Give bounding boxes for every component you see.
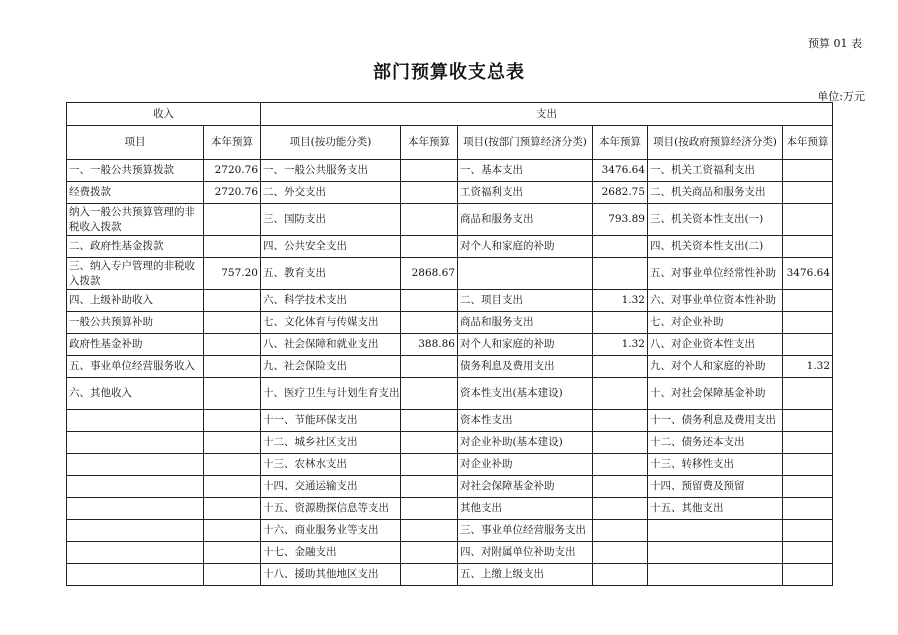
func-amount [401, 476, 458, 498]
gov-amount [783, 498, 833, 520]
gov-amount [783, 454, 833, 476]
gov-amount [783, 290, 833, 312]
table-row [67, 312, 833, 334]
func-amount: 2868.67 [401, 258, 458, 290]
income-amount: 2720.76 [204, 182, 261, 204]
income-amount [204, 378, 261, 410]
dept-item [458, 258, 593, 290]
income-amount [204, 564, 261, 586]
gov-amount [783, 204, 833, 236]
gov-item [648, 520, 783, 542]
income-item [67, 410, 204, 432]
table-row [67, 182, 833, 204]
gov-item: 十五、其他支出 [648, 498, 783, 520]
dept-amount [593, 258, 648, 290]
gov-amount [783, 542, 833, 564]
gov-item: 七、对企业补助 [648, 312, 783, 334]
gov-amount [783, 476, 833, 498]
income-item: 政府性基金补助 [67, 334, 204, 356]
form-number: 预算 01 表 [808, 37, 862, 50]
dept-amount: 1.32 [593, 334, 648, 356]
table-row [67, 356, 833, 378]
income-amount [204, 432, 261, 454]
func-amount [401, 356, 458, 378]
dept-amount [593, 356, 648, 378]
table-row [67, 476, 833, 498]
income-item: 一、一般公共预算拨款 [67, 160, 204, 182]
col-header-amount: 本年预算 [593, 126, 648, 160]
income-item: 四、上级补助收入 [67, 290, 204, 312]
income-amount [204, 312, 261, 334]
table-row [67, 334, 833, 356]
page-title: 部门预算收支总表 [373, 62, 525, 83]
income-amount [204, 498, 261, 520]
income-amount [204, 542, 261, 564]
dept-amount [593, 520, 648, 542]
table-row [67, 564, 833, 586]
func-amount: 388.86 [401, 334, 458, 356]
dept-amount [593, 542, 648, 564]
func-item: 十、医疗卫生与计划生育支出 [261, 378, 401, 410]
func-amount [401, 160, 458, 182]
gov-item: 十、对社会保障基金补助 [648, 378, 783, 410]
gov-item: 十三、转移性支出 [648, 454, 783, 476]
expense-header: 支出 [261, 103, 833, 126]
dept-amount [593, 564, 648, 586]
unit-label: 单位:万元 [817, 90, 865, 103]
col-header-amount: 本年预算 [401, 126, 458, 160]
func-amount [401, 432, 458, 454]
dept-item: 一、基本支出 [458, 160, 593, 182]
func-item: 十二、城乡社区支出 [261, 432, 401, 454]
table-row [67, 290, 833, 312]
dept-amount [593, 476, 648, 498]
income-item: 五、事业单位经营服务收入 [67, 356, 204, 378]
dept-item: 五、上缴上级支出 [458, 564, 593, 586]
gov-amount [783, 236, 833, 258]
income-item [67, 564, 204, 586]
func-item: 七、文化体育与传媒支出 [261, 312, 401, 334]
income-amount [204, 476, 261, 498]
gov-item: 四、机关资本性支出(二) [648, 236, 783, 258]
dept-amount: 1.32 [593, 290, 648, 312]
table-row [67, 236, 833, 258]
income-amount: 2720.76 [204, 160, 261, 182]
gov-amount: 1.32 [783, 356, 833, 378]
dept-amount [593, 378, 648, 410]
col-header-amount: 本年预算 [204, 126, 261, 160]
dept-amount [593, 432, 648, 454]
income-amount [204, 520, 261, 542]
func-amount [401, 312, 458, 334]
col-header-amount: 本年预算 [783, 126, 833, 160]
func-item: 十六、商业服务业等支出 [261, 520, 401, 542]
gov-item: 十一、债务利息及费用支出 [648, 410, 783, 432]
table-row [67, 410, 833, 432]
dept-item: 对社会保障基金补助 [458, 476, 593, 498]
income-amount [204, 290, 261, 312]
gov-amount [783, 312, 833, 334]
dept-item: 三、事业单位经营服务支出 [458, 520, 593, 542]
income-amount [204, 410, 261, 432]
gov-amount [783, 334, 833, 356]
gov-amount [783, 160, 833, 182]
func-item: 九、社会保险支出 [261, 356, 401, 378]
dept-item: 对个人和家庭的补助 [458, 334, 593, 356]
func-amount [401, 564, 458, 586]
dept-item: 资本性支出 [458, 410, 593, 432]
func-item: 八、社会保障和就业支出 [261, 334, 401, 356]
gov-item: 十二、债务还本支出 [648, 432, 783, 454]
gov-item: 十四、预留费及预留 [648, 476, 783, 498]
col-header-func: 项目(按功能分类) [261, 126, 401, 160]
budget-table [66, 102, 833, 586]
gov-amount [783, 410, 833, 432]
dept-item: 商品和服务支出 [458, 312, 593, 334]
gov-item: 一、机关工资福利支出 [648, 160, 783, 182]
dept-amount [593, 498, 648, 520]
gov-item: 八、对企业资本性支出 [648, 334, 783, 356]
dept-item: 对企业补助(基本建设) [458, 432, 593, 454]
col-header-dept: 项目(按部门预算经济分类) [458, 126, 593, 160]
dept-item: 对企业补助 [458, 454, 593, 476]
income-item [67, 476, 204, 498]
dept-item: 对个人和家庭的补助 [458, 236, 593, 258]
dept-amount [593, 410, 648, 432]
gov-item [648, 564, 783, 586]
income-item: 六、其他收入 [67, 378, 204, 410]
income-amount [204, 356, 261, 378]
income-item [67, 454, 204, 476]
func-item: 四、公共安全支出 [261, 236, 401, 258]
func-amount [401, 410, 458, 432]
dept-item: 二、项目支出 [458, 290, 593, 312]
income-amount [204, 454, 261, 476]
func-amount [401, 378, 458, 410]
income-item: 纳入一般公共预算管理的非税收入拨款 [67, 204, 204, 236]
income-item: 三、纳入专户管理的非税收入拨款 [67, 258, 204, 290]
dept-amount [593, 454, 648, 476]
gov-amount [783, 182, 833, 204]
func-item: 六、科学技术支出 [261, 290, 401, 312]
gov-item [648, 542, 783, 564]
func-item: 十一、节能环保支出 [261, 410, 401, 432]
gov-amount [783, 520, 833, 542]
gov-amount [783, 564, 833, 586]
income-amount [204, 236, 261, 258]
income-item [67, 432, 204, 454]
income-header: 收入 [67, 103, 261, 126]
table-row [67, 498, 833, 520]
func-amount [401, 542, 458, 564]
func-amount [401, 290, 458, 312]
dept-item: 资本性支出(基本建设) [458, 378, 593, 410]
func-item: 十八、援助其他地区支出 [261, 564, 401, 586]
table-row [67, 520, 833, 542]
income-amount: 757.20 [204, 258, 261, 290]
dept-amount [593, 312, 648, 334]
table-row [67, 204, 833, 236]
func-item: 十七、金融支出 [261, 542, 401, 564]
dept-item: 工资福利支出 [458, 182, 593, 204]
table-row [67, 160, 833, 182]
income-item [67, 498, 204, 520]
table-row [67, 542, 833, 564]
income-item [67, 542, 204, 564]
dept-amount [593, 236, 648, 258]
func-item: 十五、资源勘探信息等支出 [261, 498, 401, 520]
income-amount [204, 334, 261, 356]
income-item: 经费拨款 [67, 182, 204, 204]
func-amount [401, 498, 458, 520]
dept-amount: 793.89 [593, 204, 648, 236]
table-row [67, 432, 833, 454]
table-row [67, 258, 833, 290]
gov-item: 五、对事业单位经常性补助 [648, 258, 783, 290]
gov-amount [783, 432, 833, 454]
func-item: 十三、农林水支出 [261, 454, 401, 476]
dept-item: 其他支出 [458, 498, 593, 520]
table-row [67, 378, 833, 410]
func-amount [401, 454, 458, 476]
income-amount [204, 204, 261, 236]
gov-item: 三、机关资本性支出(一) [648, 204, 783, 236]
func-item: 十四、交通运输支出 [261, 476, 401, 498]
dept-item: 四、对附属单位补助支出 [458, 542, 593, 564]
gov-item: 九、对个人和家庭的补助 [648, 356, 783, 378]
income-item: 一般公共预算补助 [67, 312, 204, 334]
func-item: 二、外交支出 [261, 182, 401, 204]
gov-amount [783, 378, 833, 410]
gov-item: 六、对事业单位资本性补助 [648, 290, 783, 312]
gov-item: 二、机关商品和服务支出 [648, 182, 783, 204]
dept-item: 商品和服务支出 [458, 204, 593, 236]
func-amount [401, 520, 458, 542]
func-item: 三、国防支出 [261, 204, 401, 236]
dept-item: 债务利息及费用支出 [458, 356, 593, 378]
income-item [67, 520, 204, 542]
table-row [67, 454, 833, 476]
col-header-gov: 项目(按政府预算经济分类) [648, 126, 783, 160]
func-item: 一、一般公共服务支出 [261, 160, 401, 182]
col-header-item: 项目 [67, 126, 204, 160]
func-item: 五、教育支出 [261, 258, 401, 290]
gov-amount: 3476.64 [783, 258, 833, 290]
func-amount [401, 236, 458, 258]
func-amount [401, 182, 458, 204]
func-amount [401, 204, 458, 236]
dept-amount: 2682.75 [593, 182, 648, 204]
dept-amount: 3476.64 [593, 160, 648, 182]
income-item: 二、政府性基金拨款 [67, 236, 204, 258]
